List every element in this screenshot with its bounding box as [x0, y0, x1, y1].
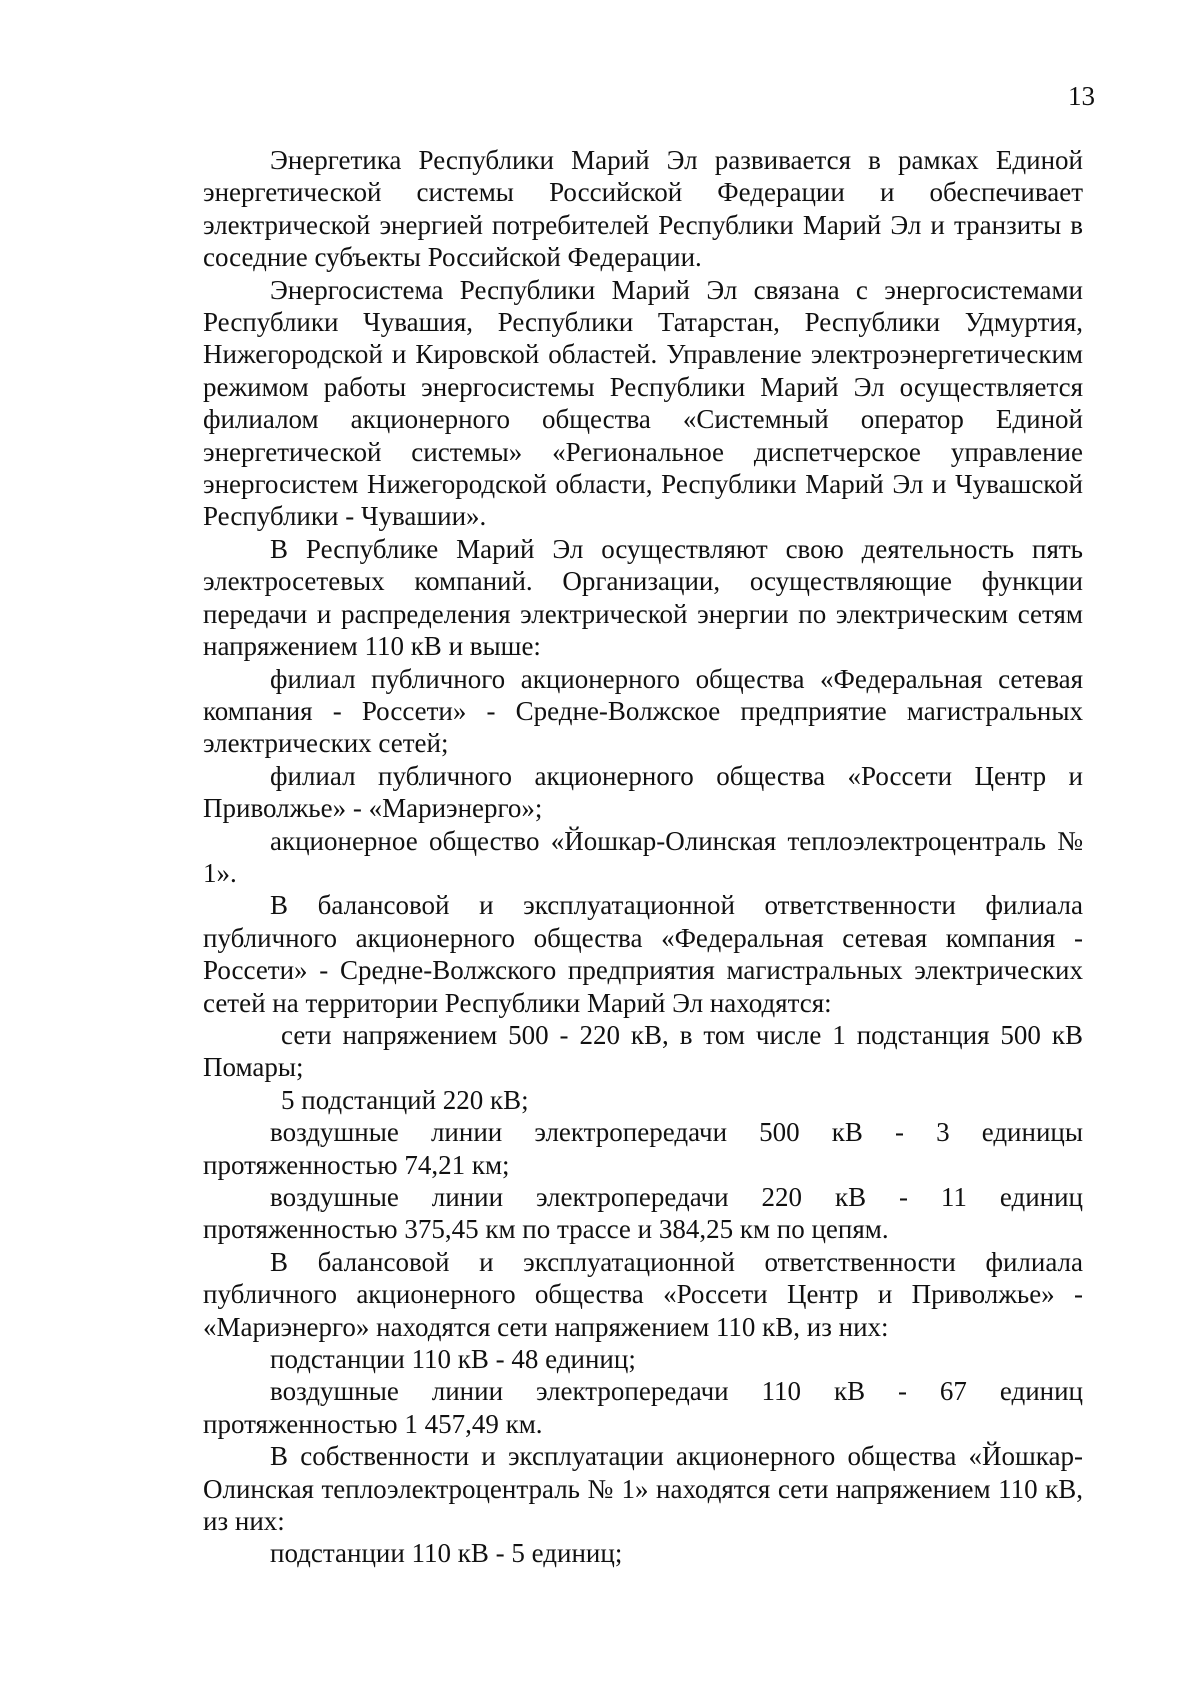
paragraph-grid-companies: В Республике Марий Эл осуществляют свою деятельность пять электросетевых компаний. Организации, осуществляющие функции передачи и распределения электрической энергии по электрическим сетям напряжением 110 кВ и выше:	[203, 533, 1083, 662]
list-item-lines-500: воздушные линии электропередачи 500 кВ - 3 единицы протяженностью 74,21 км;	[203, 1117, 1083, 1180]
paragraph-energy-system-intro: Энергетика Республики Марий Эл развивается в рамках Единой энергетической системы Российской Федерации и обеспечивает электрической энергией потребителей Республики Марий Эл и транзиты в соседние субъекты Российской Федерации.	[203, 145, 1083, 273]
list-item-marienergo-branch: филиал публичного акционерного общества «Россети Центр и Приволжье» - «Мариэнерго»;	[203, 760, 1083, 824]
paragraph-tec-ownership: В собственности и эксплуатации акционерного общества «Йошкар-Олинская теплоэлектроцентраль № 1» находятся сети напряжением 110 кВ, из них:	[203, 1441, 1083, 1537]
paragraph-fsk-responsibility: В балансовой и эксплуатационной ответственности филиала публичного акционерного общества «Федеральная сетевая компания - Россети» - Средне-Волжского предприятия магистральных электрических сетей на территории Республики Марий Эл находятся:	[203, 890, 1083, 1018]
list-item-tec-1: акционерное общество «Йошкар-Олинская теплоэлектроцентраль № 1».	[203, 825, 1083, 888]
document-body	[203, 144, 1083, 1570]
paragraph-marienergo-responsibility: В балансовой и эксплуатационной ответственности филиала публичного акционерного общества «Россети Центр и Приволжье» - «Мариэнерго» находятся сети напряжением 110 кВ, из них:	[203, 1246, 1083, 1342]
page-number: 13	[1068, 81, 1095, 111]
paragraph-grid-connections: Энергосистема Республики Марий Эл связана с энергосистемами Республики Чувашия, Республики Татарстан, Республики Удмуртия, Нижегородской и Кировской областей. Управление электроэнергетическим режимом работы энергосистемы Республики Марий Эл осуществляется филиалом акционерного общества «Системный оператор Единой энергетической системы» «Региональное диспетчерское управление энергосистем Нижегородской области, Республики Марий Эл и Чувашской Республики - Чувашии».	[203, 274, 1083, 532]
list-item-networks-500-220: сети напряжением 500 - 220 кВ, в том числе 1 подстанция 500 кВ Помары;	[203, 1019, 1083, 1083]
list-item-substations-220: 5 подстанций 220 кВ;	[281, 1084, 529, 1115]
list-item-lines-220: воздушные линии электропередачи 220 кВ - 11 единиц протяженностью 375,45 км по трассе и 384,25 км по цепям.	[203, 1182, 1083, 1245]
list-item-substations-110-tec: подстанции 110 кВ - 5 единиц;	[270, 1538, 623, 1569]
list-item-fsk-branch: филиал публичного акционерного общества «Федеральная сетевая компания - Россети» - Средне-Волжское предприятие магистральных электрических сетей;	[203, 663, 1083, 759]
list-item-lines-110: воздушные линии электропередачи 110 кВ - 67 единиц протяженностью 1 457,49 км.	[203, 1376, 1083, 1439]
list-item-substations-110-marienergo: подстанции 110 кВ - 48 единиц;	[270, 1344, 636, 1375]
